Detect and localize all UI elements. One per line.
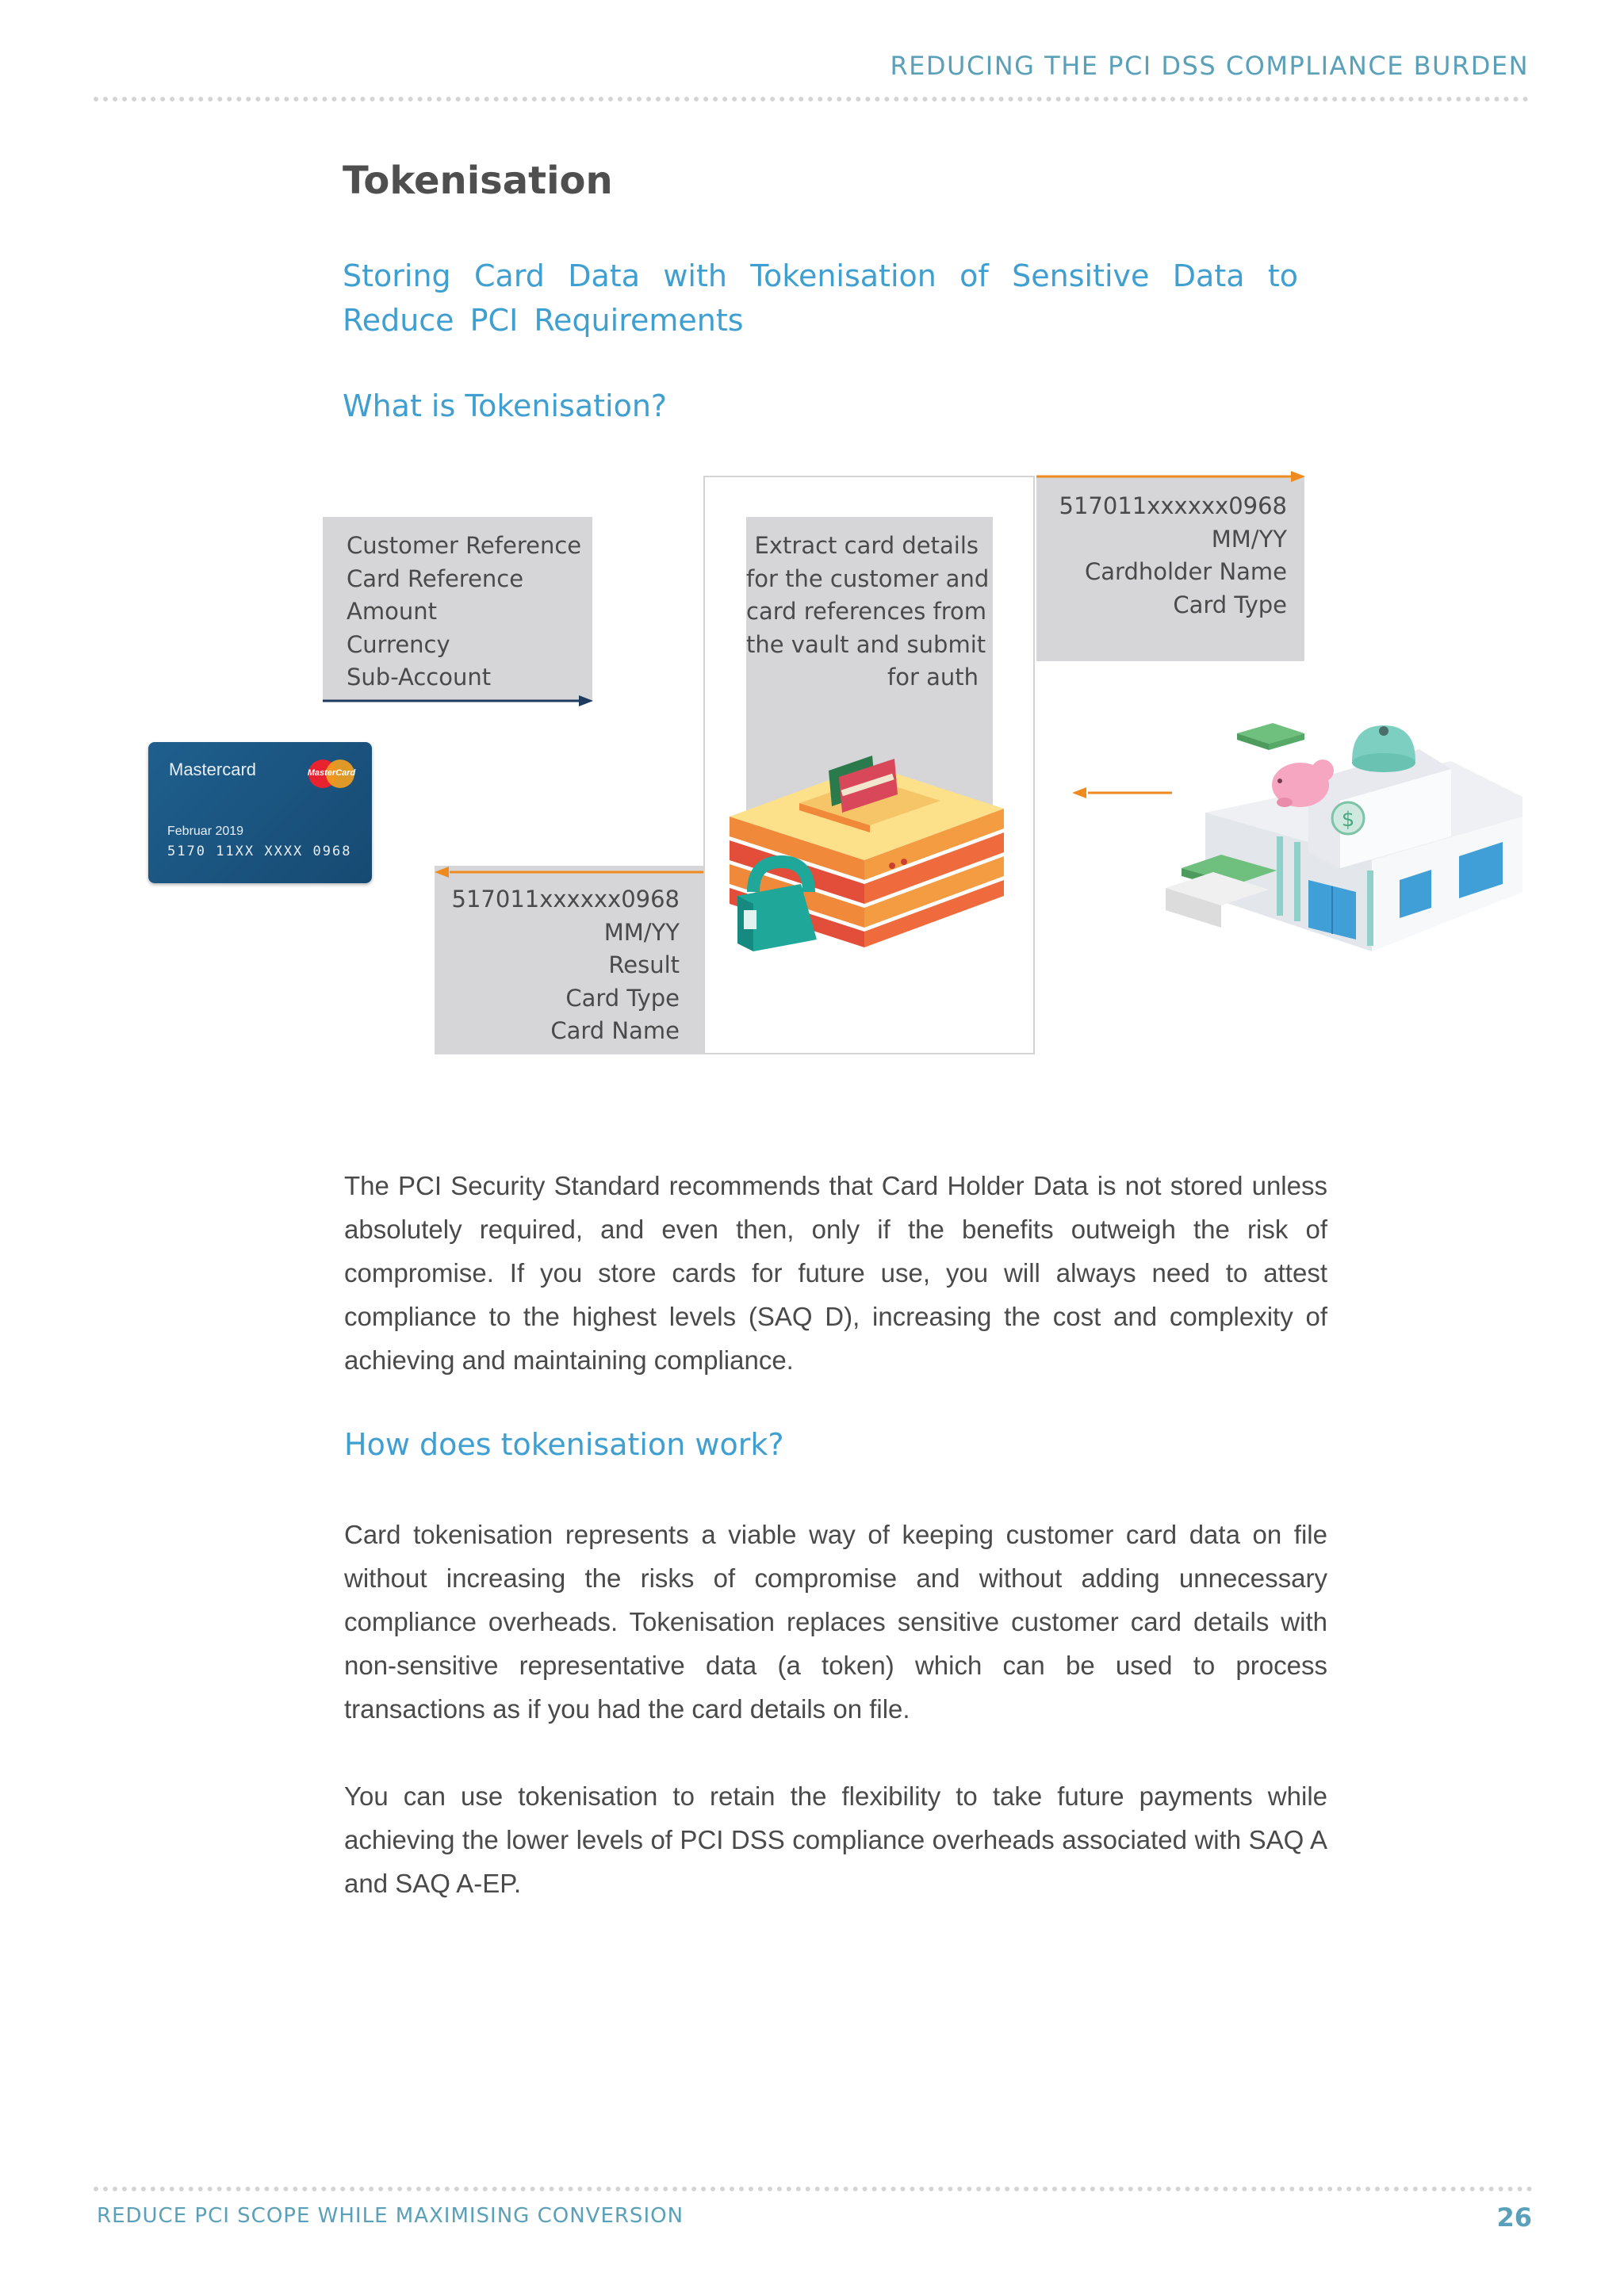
- diagram-arrows: [0, 0, 1624, 1110]
- card-brand: Mastercard: [169, 760, 257, 779]
- request-line: Customer Reference: [347, 532, 582, 559]
- running-header: REDUCING THE PCI DSS COMPLIANCE BURDEN: [890, 51, 1529, 81]
- response-line: Card Name: [550, 1017, 680, 1044]
- request-line: Sub-Account: [347, 664, 492, 691]
- card-number: 5170 11XX XXXX 0968: [167, 844, 352, 859]
- bank-return-arrow: [1072, 787, 1172, 798]
- auth-line: Cardholder Name: [1085, 558, 1287, 585]
- request-arrow: [323, 695, 593, 706]
- response-line: Card Type: [565, 984, 680, 1012]
- request-line: Card Reference: [347, 564, 524, 592]
- footer-title: REDUCE PCI SCOPE WHILE MAXIMISING CONVERSION: [97, 2204, 684, 2228]
- mastercard-logo-text: MasterCard: [307, 768, 356, 778]
- auth-line: 517011xxxxxx0968: [1059, 492, 1287, 519]
- response-line: Result: [608, 951, 680, 978]
- request-line: Currency: [347, 630, 450, 658]
- auth-line: MM/YY: [1211, 525, 1287, 553]
- response-line: MM/YY: [603, 918, 680, 946]
- page-title: Tokenisation: [343, 159, 613, 203]
- response-line: 517011xxxxxx0968: [451, 886, 680, 913]
- vault-line: card references from: [746, 598, 987, 625]
- page-subtitle: Storing Card Data with Tokenisation of Sensitive Data to Reduce PCI Requirements: [343, 258, 1298, 338]
- auth-line: Card Type: [1173, 591, 1287, 618]
- response-arrow: [435, 867, 703, 878]
- credit-card: [148, 742, 372, 883]
- footer-divider: [94, 2187, 1533, 2191]
- section-heading-how-it-works: How does tokenisation work?: [344, 1427, 784, 1462]
- paragraph-tokenisation-explained: Card tokenisation represents a viable way of keeping customer card data on file without increasing the risks of compromise and without adding unnecessary compliance overheads. Tokenisation replaces sensitive customer card details with non-sensitive representative data (a token) which can be used to process transactions as if you had the card details on file.: [344, 1520, 1327, 1724]
- vault-line: the vault and submit: [746, 630, 986, 658]
- bank-building-icon: [1166, 723, 1522, 951]
- paragraph-tokenisation-benefits: You can use tokenisation to retain the flexibility to take future payments while achieving the lower levels of PCI DSS compliance overheads associated with SAQ A and SAQ A-EP.: [344, 1781, 1327, 1898]
- vault-line: Extract card details: [754, 532, 979, 559]
- request-line: Amount: [347, 598, 437, 625]
- section-heading-what-is-tokenisation: What is Tokenisation?: [343, 388, 668, 423]
- auth-arrow: [1036, 471, 1305, 482]
- vault-line: for auth: [887, 664, 979, 691]
- svg-text:$: $: [1341, 808, 1355, 832]
- card-expiry: Februar 2019: [167, 825, 244, 838]
- vault-line: for the customer and: [746, 564, 990, 592]
- vault-icon: [730, 756, 1004, 951]
- page-number: 26: [1496, 2202, 1532, 2233]
- paragraph-pci-standard: The PCI Security Standard recommends that Card Holder Data is not stored unless absolutely required, and even then, only if the benefits outweigh the risk of compromise. If you store cards for future use, you will always need to attest compliance to the highest levels (SAQ D), increasing the cost and complexity of achieving and maintaining compliance.: [344, 1171, 1327, 1375]
